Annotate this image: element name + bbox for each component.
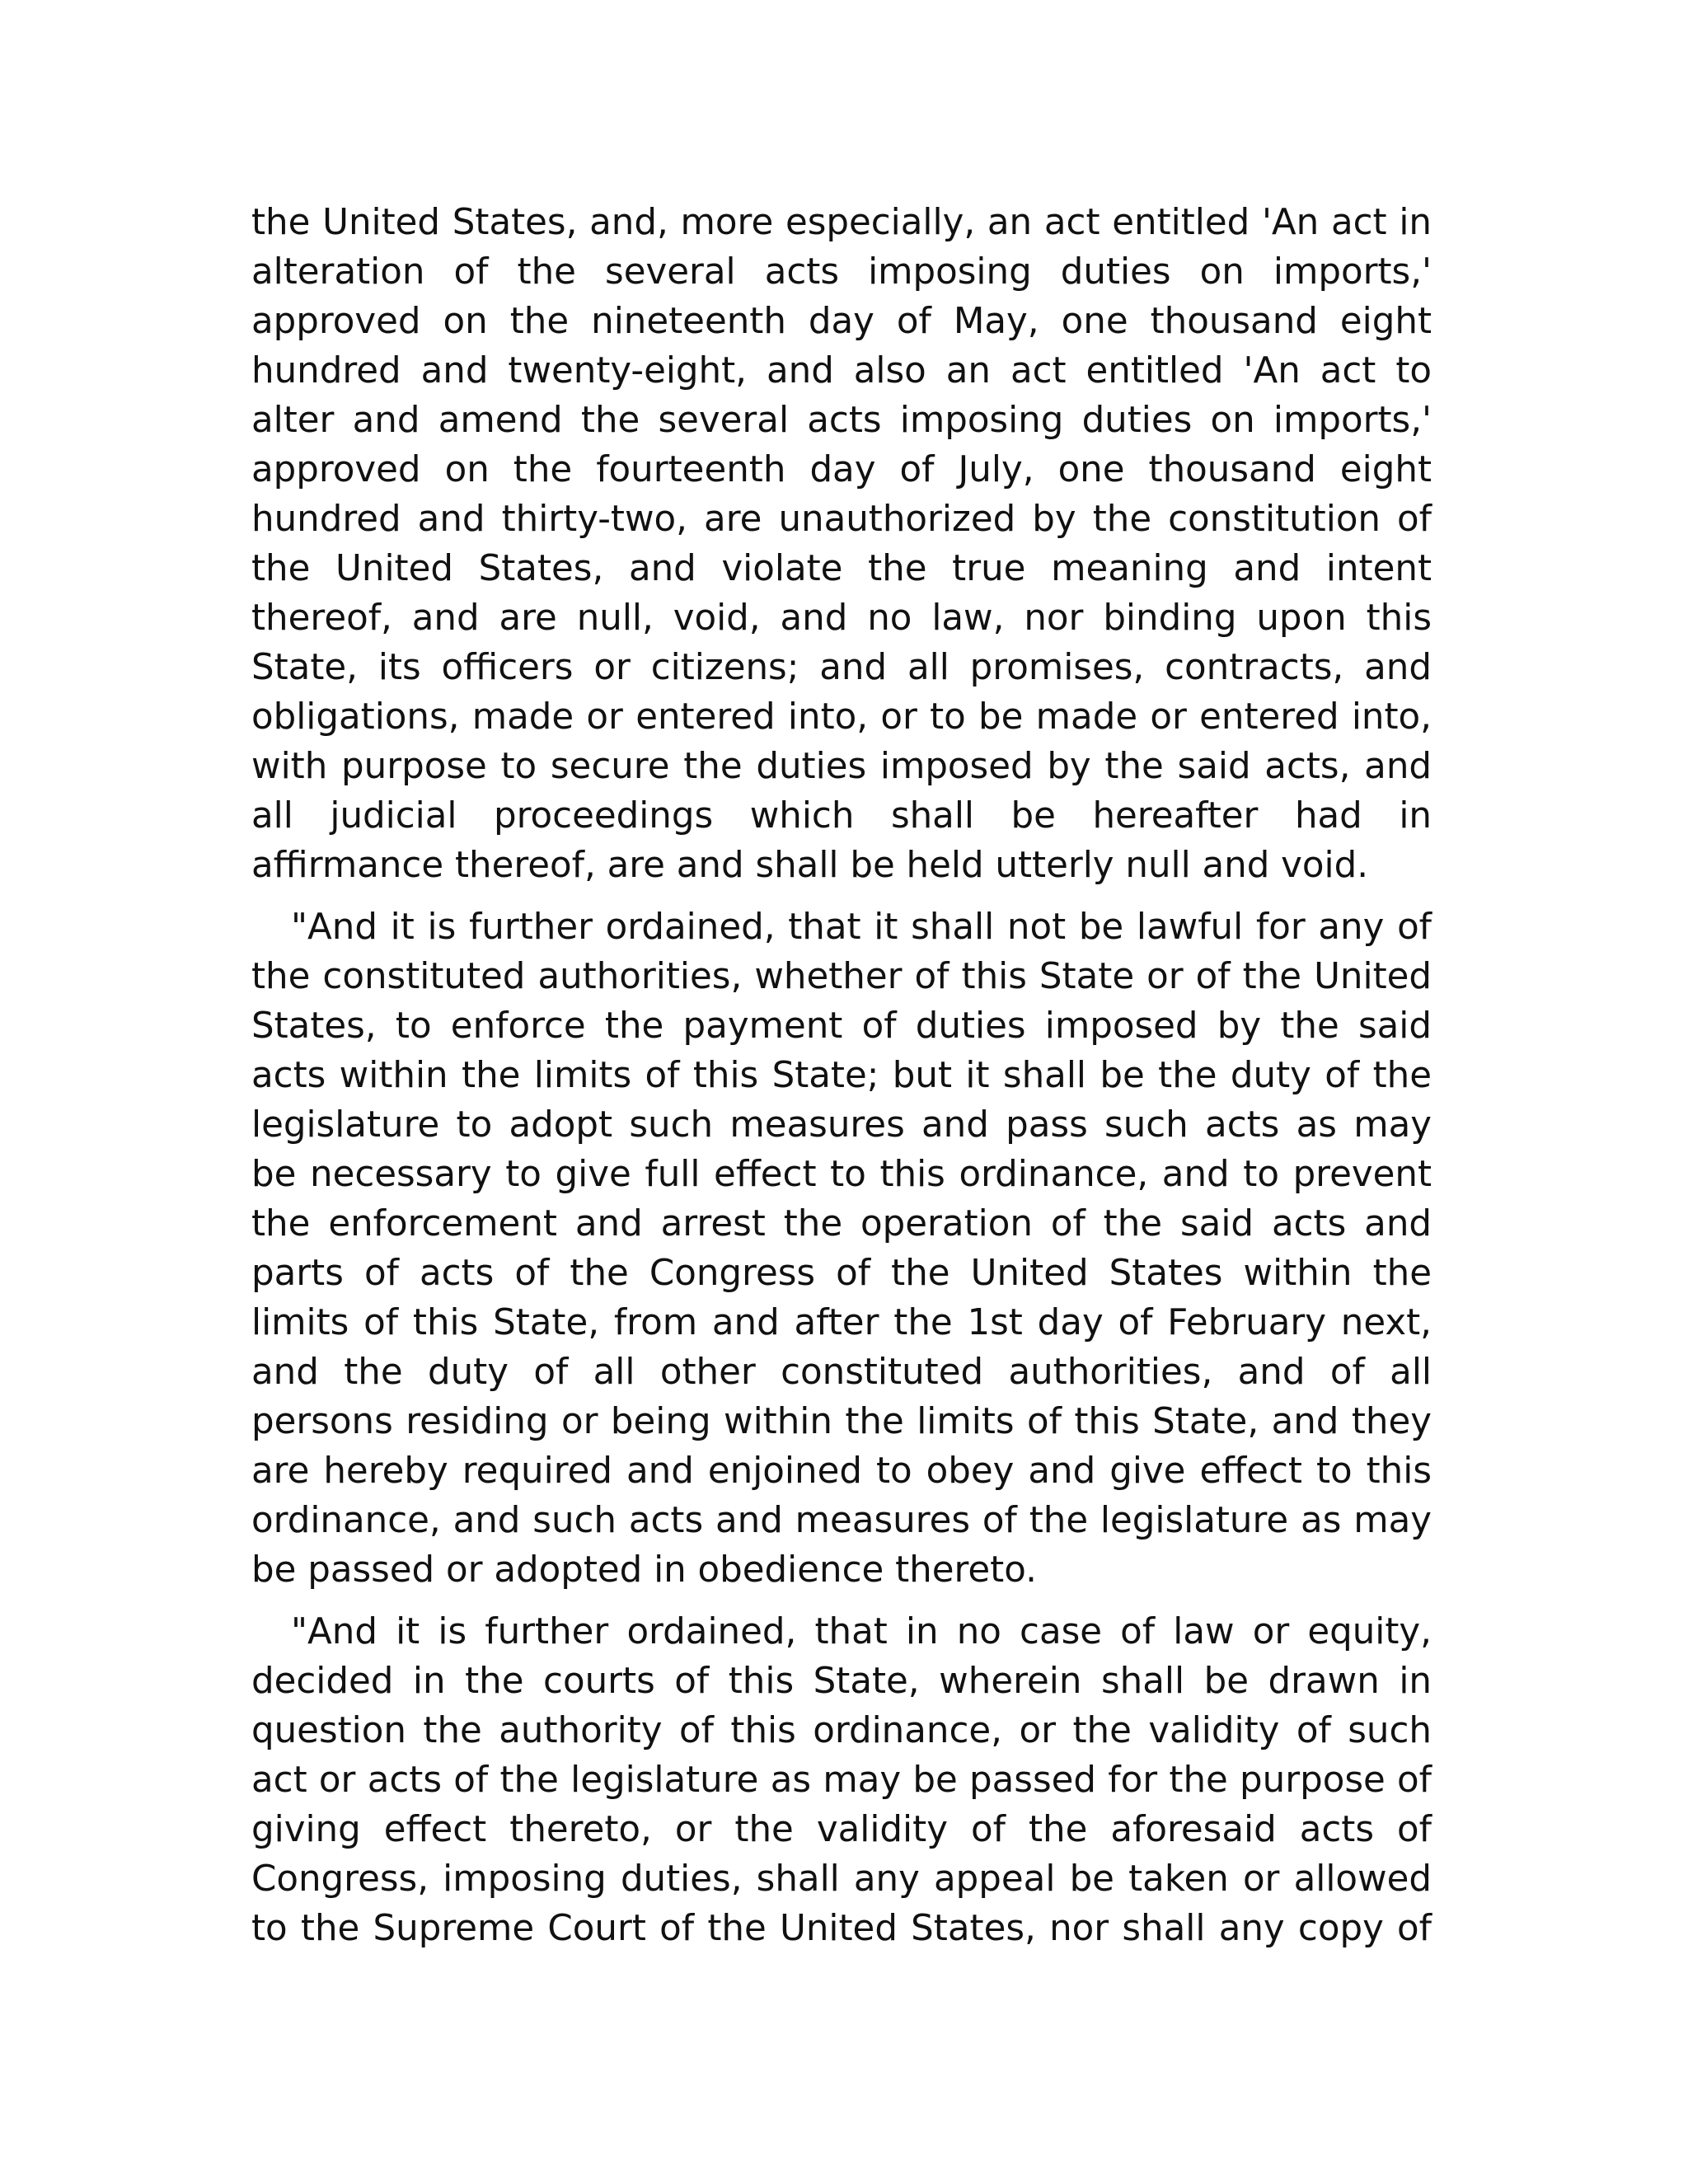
body-text [251,198,1432,1966]
paragraph-continuation: the United States, and, more especially, an act entitled 'An act in alteration of the several acts imposing duties on imports,' approved on the nineteenth day of May, one thousand eight hundred and twenty-eight, and also an act entitled 'An act to alter and amend the several acts imposing duties on imports,' approved on the fourteenth day of July, one thousand eight hundred and thirty-two, are unauthorized by the constitution of the United States, and violate the true meaning and intent thereof, and are null, void, and no law, nor binding upon this State, its officers or citizens; and all promises, contracts, and obligations, made or entered into, or to be made or entered into, with purpose to secure the duties imposed by the said acts, and all judicial proceedings which shall be hereafter had in affirmance thereof, are and shall be held utterly null and void. [251,202,1432,886]
paragraph-appeal-clause: "And it is further ordained, that in no case of law or equity, decided in the courts of this State, wherein shall be drawn in question the authority of this ordinance, or the validity of such act or acts of the legislature as may be passed for the purpose of giving effect thereto, or the validity of the aforesaid acts of Congress, imposing duties, shall any appeal be taken or allowed to the Supreme Court of the United States, nor shall any copy of [251,1611,1432,1949]
paragraph-enforcement-clause: "And it is further ordained, that it shall not be lawful for any of the constituted authorities, whether of this State or of the United States, to enforce the payment of duties imposed by the said acts within the limits of this State; but it shall be the duty of the legislature to adopt such measures and pass such acts as may be necessary to give full effect to this ordinance, and to prevent the enforcement and arrest the operation of the said acts and parts of acts of the Congress of the United States within the limits of this State, from and after the 1st day of February next, and the duty of all other constituted authorities, and of all persons residing or being within the limits of this State, and they are hereby required and enjoined to obey and give effect to this ordinance, and such acts and measures of the legislature as may be passed or adopted in obedience thereto. [251,907,1432,1591]
